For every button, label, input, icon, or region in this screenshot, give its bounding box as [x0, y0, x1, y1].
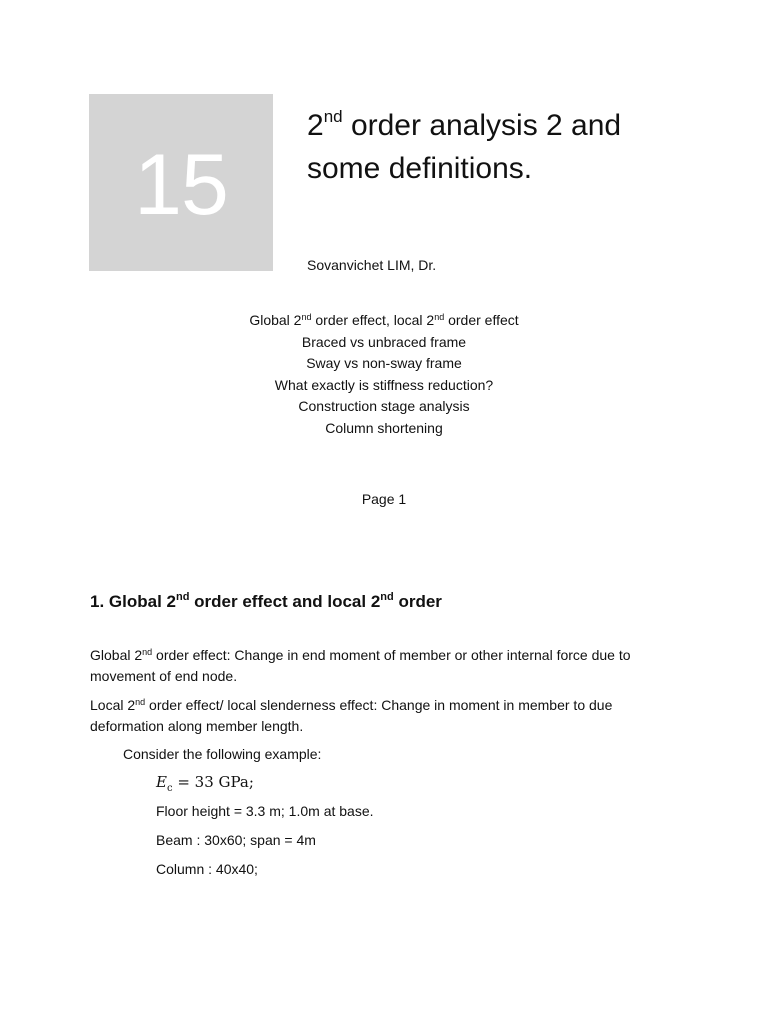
chapter-number-box: [89, 94, 273, 271]
topic-item: Braced vs unbraced frame: [301, 333, 467, 350]
elastic-modulus-formula: $E_c = 33$ GPa;: [156, 773, 254, 794]
topic-item: What exactly is stiffness reduction?: [274, 376, 494, 393]
example-item: Floor height = 3.3 m; 1.0m at base.: [156, 803, 374, 819]
paragraph-global-effect: Global 2nd order effect: Change in end moment of member or other internal force due to movement of end node.: [90, 647, 631, 684]
document-title: [307, 104, 727, 190]
title-line-2: some definitions.: [307, 152, 533, 185]
topic-item: Global 2nd order effect, local 2nd order effect: [249, 312, 519, 328]
chapter-number: 15: [134, 137, 228, 233]
author-name: Sovanvichet LIM, Dr.: [307, 257, 437, 273]
page-number: Page 1: [361, 491, 407, 507]
topic-item: Sway vs non-sway frame: [306, 355, 462, 372]
section-heading: 1. Global 2nd order effect and local 2nd order: [90, 591, 442, 611]
example-item: Beam : 30x60; span = 4m: [156, 832, 316, 848]
example-intro: Consider the following example:: [123, 746, 322, 762]
topic-item: Column shortening: [325, 419, 443, 436]
topic-item: Construction stage analysis: [298, 398, 470, 415]
example-item: Column : 40x40;: [156, 861, 258, 877]
topics-list: [0, 310, 768, 440]
title-line-1: 2nd order analysis 2 and: [307, 107, 622, 142]
paragraph-local-effect: Local 2nd order effect/ local slenderness effect: Change in moment in member to due deformation along member length.: [90, 697, 613, 734]
